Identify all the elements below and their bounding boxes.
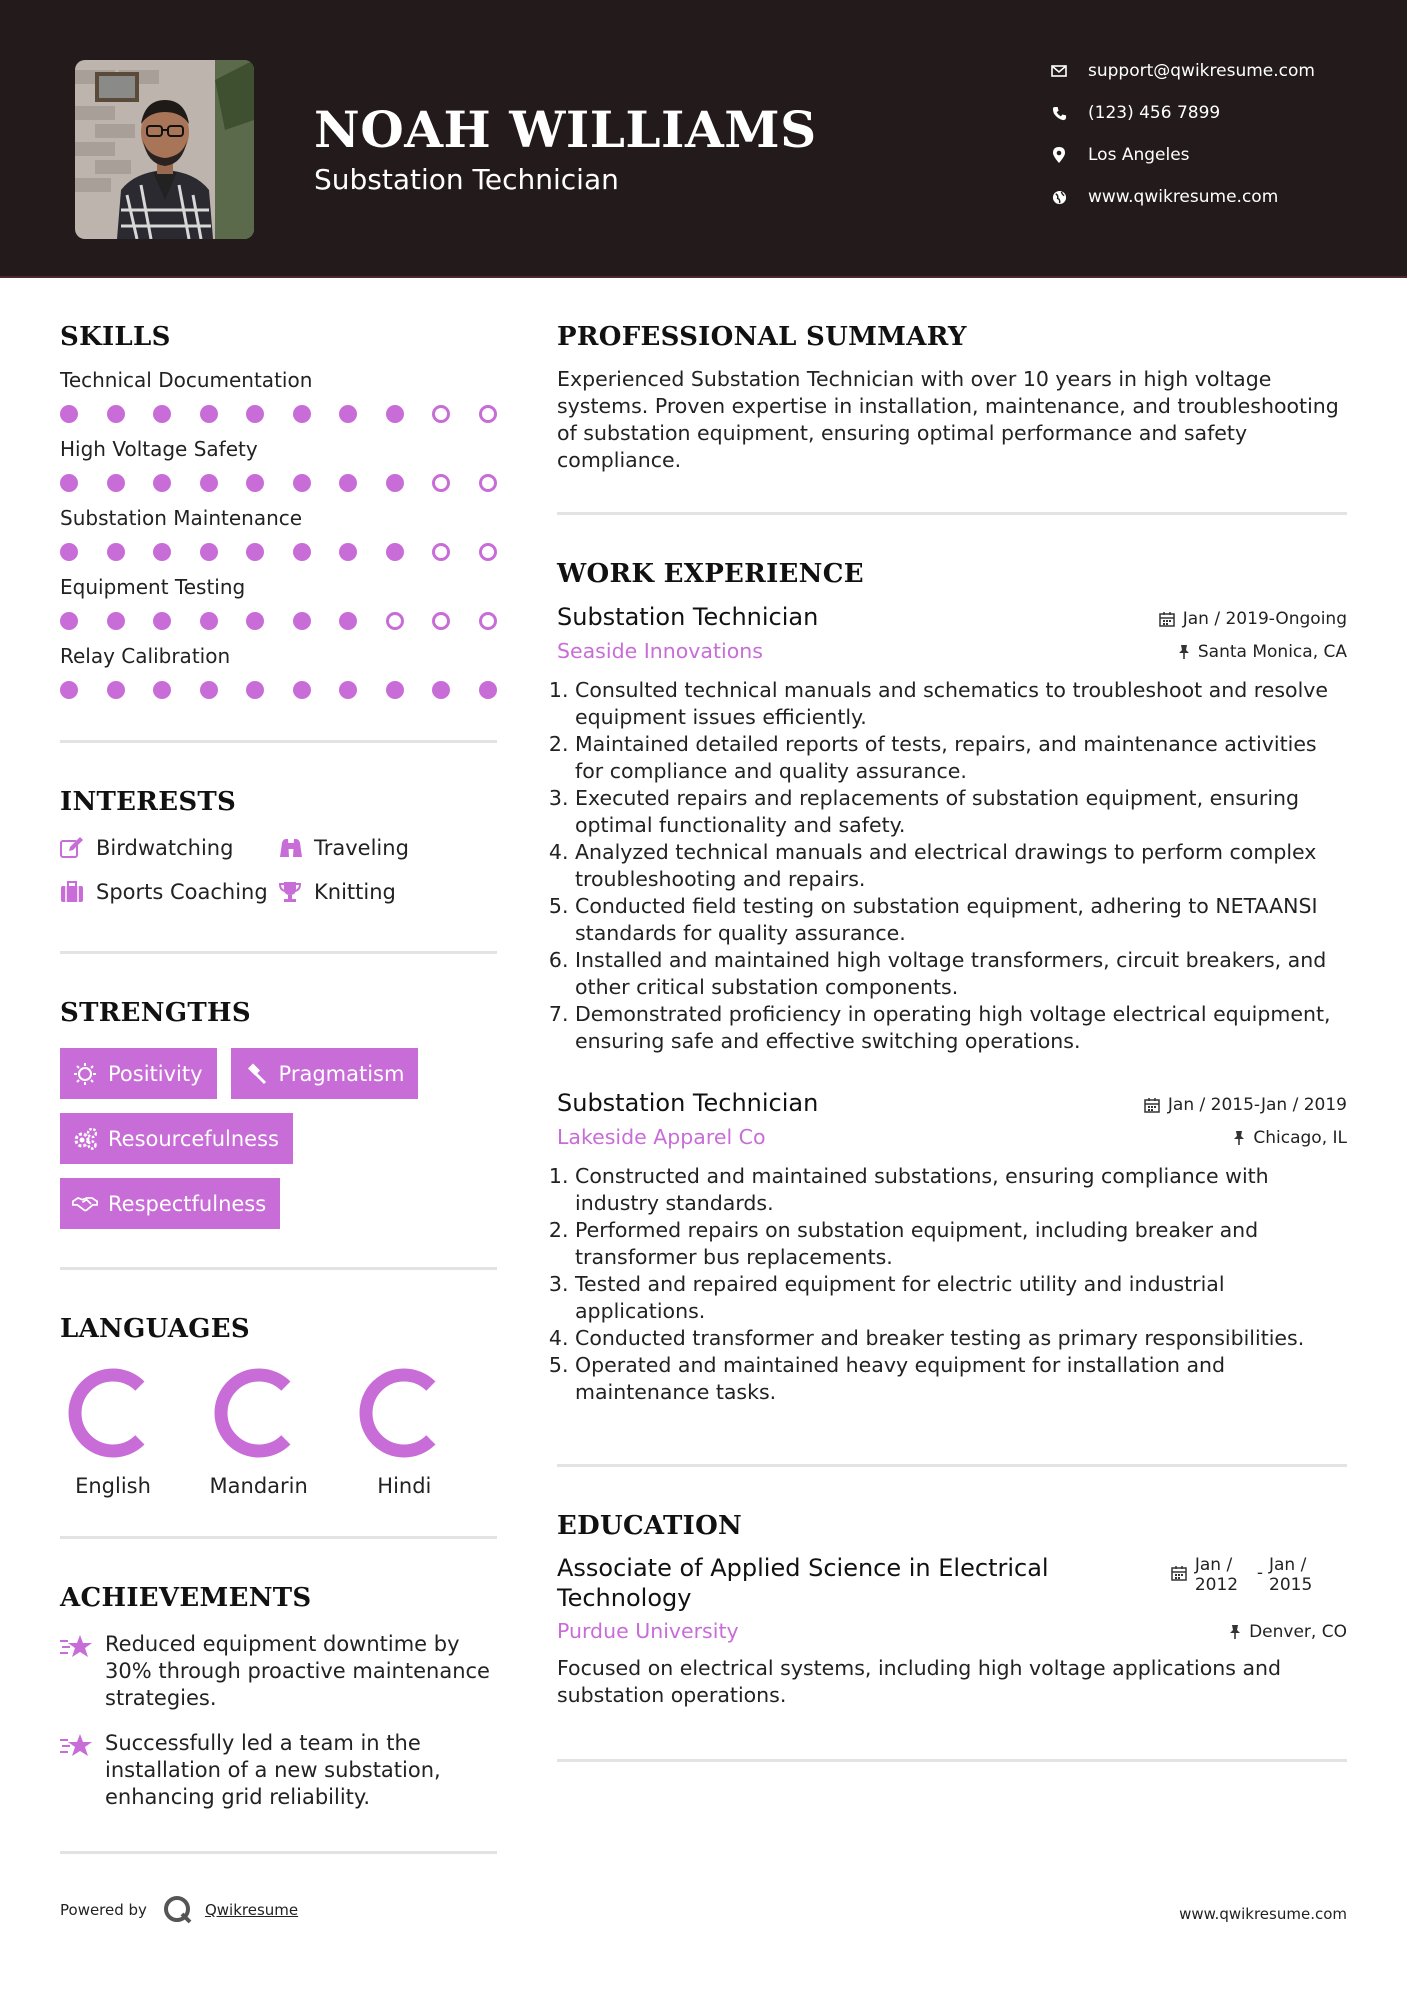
rating-dot-filled <box>200 681 218 699</box>
education-school: Purdue University <box>557 1619 739 1643</box>
calendar-icon <box>1144 1097 1160 1113</box>
pushpin-icon <box>1229 1624 1241 1640</box>
strength-chip <box>231 1048 419 1099</box>
duty-item: 5. Operated and maintained heavy equipment for installation and maintenance tasks. <box>575 1352 1347 1406</box>
job-dates-text: Jan / 2015-Jan / 2019 <box>1167 1095 1347 1115</box>
education-location-text: Denver, CO <box>1249 1622 1347 1642</box>
duty-item: 1. Constructed and maintained substations, ensuring compliance with industry standards. <box>575 1163 1347 1217</box>
trophy-icon <box>278 879 306 905</box>
education-section <box>557 1511 1347 1709</box>
rating-dot-filled <box>200 543 218 561</box>
skill-rating <box>60 543 497 561</box>
rating-dot-filled <box>293 543 311 561</box>
rating-dot-filled <box>60 474 78 492</box>
contact-website-text: www.qwikresume.com <box>1088 187 1279 207</box>
strength-label: Respectfulness <box>108 1191 267 1216</box>
summary-section <box>557 322 1347 474</box>
duty-item: 4. Analyzed technical manuals and electrical drawings to perform complex troubleshooting and repairs. <box>575 839 1347 893</box>
duty-item: 1. Consulted technical manuals and schematics to troubleshoot and resolve equipment issues efficiently. <box>575 677 1347 731</box>
rating-dot-empty <box>479 474 497 492</box>
language-name: Mandarin <box>209 1474 308 1498</box>
qwikresume-logo-icon <box>163 1895 193 1925</box>
job-entry <box>557 603 1347 1055</box>
rating-dot-filled <box>153 612 171 630</box>
skill-rating <box>60 681 497 699</box>
skill-name: Equipment Testing <box>60 575 246 599</box>
language-name: Hindi <box>377 1474 432 1498</box>
job-company: Lakeside Apparel Co <box>557 1125 766 1149</box>
calendar-icon <box>1159 611 1175 627</box>
job-location-text: Santa Monica, CA <box>1197 642 1347 662</box>
job-entry <box>557 1089 1347 1406</box>
job-title: Substation Technician <box>557 1089 819 1117</box>
binoculars-icon <box>278 835 306 861</box>
job-location-text: Chicago, IL <box>1253 1128 1347 1148</box>
education-dates <box>1171 1555 1317 1595</box>
rating-dot-filled <box>246 405 264 423</box>
experience-title: WORK EXPERIENCE <box>557 559 864 589</box>
interest-label: Sports Coaching <box>96 880 268 904</box>
job-duties <box>557 1163 1347 1406</box>
job-title: Substation Technician <box>557 603 819 631</box>
rating-dot-filled <box>246 543 264 561</box>
skill-rating <box>60 474 497 492</box>
duty-item: 2. Maintained detailed reports of tests, repairs, and maintenance activities for compliance and quality assurance. <box>575 731 1347 785</box>
skill-rating <box>60 405 497 423</box>
duty-item: 6. Installed and maintained high voltage transformers, circuit breakers, and other critical substation components. <box>575 947 1347 1001</box>
pencil-icon <box>60 835 88 861</box>
duty-item: 4. Conducted transformer and breaker testing as primary responsibilities. <box>575 1325 1347 1352</box>
languages-section <box>60 1314 497 1498</box>
language-gauge-arc <box>221 1375 286 1451</box>
rating-dot-filled <box>293 474 311 492</box>
rating-dot-filled <box>386 474 404 492</box>
interests-title: INTERESTS <box>60 787 237 817</box>
divider <box>60 951 497 954</box>
briefcase-icon <box>60 879 88 905</box>
strengths-title: STRENGTHS <box>60 998 251 1028</box>
interest-item <box>60 879 278 905</box>
education-location <box>1229 1622 1347 1642</box>
strength-label: Resourcefulness <box>108 1126 279 1151</box>
job-dates <box>1159 609 1347 629</box>
gears-icon <box>72 1126 98 1152</box>
rating-dot-filled <box>200 474 218 492</box>
skills-title: SKILLS <box>60 322 171 352</box>
rating-dot-filled <box>107 612 125 630</box>
footer-url[interactable]: www.qwikresume.com <box>1179 1905 1347 1923</box>
rating-dot-filled <box>339 612 357 630</box>
interest-item <box>278 835 478 861</box>
gavel-icon <box>243 1061 269 1087</box>
rating-dot-filled <box>246 681 264 699</box>
powered-by-label: Powered by <box>60 1901 147 1919</box>
rating-dot-empty <box>432 612 450 630</box>
pushpin-icon <box>1233 1130 1245 1146</box>
duty-item: 2. Performed repairs on substation equipment, including breaker and transformer bus replacements. <box>575 1217 1347 1271</box>
phone-icon <box>1048 102 1070 124</box>
rating-dot-empty <box>386 612 404 630</box>
candidate-role: Substation Technician <box>314 163 619 196</box>
job-location <box>1233 1128 1347 1148</box>
rating-dot-empty <box>432 405 450 423</box>
education-description: Focused on electrical systems, including high voltage applications and substation operations. <box>557 1656 1282 1707</box>
divider <box>60 1536 497 1539</box>
summary-text: Experienced Substation Technician with over 10 years in high voltage systems. Proven expertise in installation, maintenance, and troubleshooting of substation equipment, ensuring optimal performance and safety compliance. <box>557 367 1339 472</box>
skills-section <box>60 322 497 699</box>
rating-dot-filled <box>107 405 125 423</box>
interest-item <box>278 879 478 905</box>
resume-header <box>0 0 1407 278</box>
job-dates-text: Jan / 2019-Ongoing <box>1182 609 1347 629</box>
achievement-item <box>60 1730 497 1811</box>
profile-photo <box>75 60 254 239</box>
contact-email-text: support@qwikresume.com <box>1088 61 1315 81</box>
education-date-separator: - <box>1256 1563 1263 1583</box>
rating-dot-filled <box>60 681 78 699</box>
divider <box>557 1759 1347 1762</box>
strength-label: Pragmatism <box>278 1061 405 1086</box>
rating-dot-filled <box>339 681 357 699</box>
strengths-section <box>60 998 497 1229</box>
rating-dot-empty <box>479 405 497 423</box>
rating-dot-filled <box>339 474 357 492</box>
rating-dot-filled <box>60 543 78 561</box>
achievement-text: Reduced equipment downtime by 30% through proactive maintenance strategies. <box>105 1632 490 1710</box>
contact-phone[interactable] <box>1048 98 1220 128</box>
contact-email[interactable] <box>1048 56 1315 86</box>
divider <box>60 1851 497 1854</box>
interests-section <box>60 787 497 905</box>
job-company: Seaside Innovations <box>557 639 763 663</box>
rating-dot-filled <box>200 405 218 423</box>
job-dates <box>1144 1095 1347 1115</box>
languages-title: LANGUAGES <box>60 1314 250 1344</box>
rating-dot-filled <box>200 612 218 630</box>
strength-chip <box>60 1178 280 1229</box>
interest-label: Knitting <box>314 880 396 904</box>
language-item <box>351 1366 497 1498</box>
language-gauge-arc <box>366 1375 431 1451</box>
globe-icon <box>1048 186 1070 208</box>
rating-dot-filled <box>153 474 171 492</box>
duty-item: 5. Conducted field testing on substation equipment, adhering to NETAANSI standards for quality assurance. <box>575 893 1347 947</box>
language-item <box>206 1366 352 1498</box>
rating-dot-filled <box>432 681 450 699</box>
rating-dot-filled <box>386 681 404 699</box>
divider <box>557 1464 1347 1467</box>
sun-icon <box>72 1061 98 1087</box>
star-icon <box>60 1631 94 1712</box>
language-gauge <box>357 1366 451 1460</box>
rating-dot-filled <box>60 612 78 630</box>
language-name: English <box>75 1474 151 1498</box>
experience-section <box>557 559 1347 1406</box>
qwikresume-link[interactable]: Qwikresume <box>204 1901 299 1919</box>
pushpin-icon <box>1178 644 1190 660</box>
summary-title: PROFESSIONAL SUMMARY <box>557 322 967 352</box>
language-item <box>60 1366 206 1498</box>
duty-item: 7. Demonstrated proficiency in operating high voltage electrical equipment, ensuring safe and effective switching operations. <box>575 1001 1347 1055</box>
right-column <box>557 322 1347 1762</box>
rating-dot-filled <box>293 405 311 423</box>
achievements-title: ACHIEVEMENTS <box>60 1583 312 1613</box>
achievement-text: Successfully led a team in the installation of a new substation, enhancing grid reliability. <box>105 1731 441 1809</box>
rating-dot-filled <box>153 543 171 561</box>
skill-name: Technical Documentation <box>60 368 313 392</box>
rating-dot-filled <box>293 681 311 699</box>
rating-dot-filled <box>293 612 311 630</box>
rating-dot-filled <box>107 681 125 699</box>
skills-list <box>60 368 497 699</box>
duty-item: 3. Tested and repaired equipment for electric utility and industrial applications. <box>575 1271 1347 1325</box>
rating-dot-filled <box>153 405 171 423</box>
interest-item <box>60 835 278 861</box>
achievements-section <box>60 1583 497 1811</box>
interests-list <box>60 835 497 905</box>
rating-dot-filled <box>339 405 357 423</box>
skill-name: Substation Maintenance <box>60 506 303 530</box>
envelope-icon <box>1048 60 1070 82</box>
education-title: EDUCATION <box>557 1511 743 1541</box>
rating-dot-filled <box>107 474 125 492</box>
achievement-item <box>60 1631 497 1712</box>
job-location <box>1178 642 1347 662</box>
rating-dot-filled <box>386 405 404 423</box>
divider <box>557 512 1347 515</box>
strengths-list <box>60 1048 497 1229</box>
interest-label: Birdwatching <box>96 836 234 860</box>
candidate-name: NOAH WILLIAMS <box>314 100 817 159</box>
divider <box>60 740 497 743</box>
rating-dot-filled <box>107 543 125 561</box>
rating-dot-empty <box>479 543 497 561</box>
rating-dot-filled <box>153 681 171 699</box>
strength-chip <box>60 1113 293 1164</box>
footer-powered-by <box>60 1895 298 1925</box>
duty-item: 3. Executed repairs and replacements of substation equipment, ensuring optimal functionality and safety. <box>575 785 1347 839</box>
education-degree: Associate of Applied Science in Electrical Technology <box>557 1554 1049 1612</box>
rating-dot-filled <box>339 543 357 561</box>
map-pin-icon <box>1048 144 1070 166</box>
language-gauge <box>212 1366 306 1460</box>
star-icon <box>60 1730 94 1811</box>
left-column <box>60 322 497 1854</box>
rating-dot-empty <box>432 474 450 492</box>
contact-location-text: Los Angeles <box>1088 145 1190 165</box>
rating-dot-filled <box>60 405 78 423</box>
languages-list <box>60 1366 497 1498</box>
rating-dot-filled <box>479 681 497 699</box>
rating-dot-empty <box>432 543 450 561</box>
rating-dot-filled <box>386 543 404 561</box>
contact-location <box>1048 140 1190 170</box>
skill-rating <box>60 612 497 630</box>
contact-phone-text: (123) 456 7899 <box>1088 103 1221 123</box>
rating-dot-filled <box>246 474 264 492</box>
skill-name: Relay Calibration <box>60 644 231 668</box>
language-gauge-arc <box>75 1375 140 1451</box>
interest-label: Traveling <box>314 836 409 860</box>
education-start: Jan / 2012 <box>1194 1555 1239 1595</box>
handshake-icon <box>72 1191 98 1217</box>
education-end: Jan / 2015 <box>1269 1555 1313 1595</box>
job-duties <box>557 677 1347 1055</box>
divider <box>60 1267 497 1270</box>
rating-dot-filled <box>246 612 264 630</box>
contact-website[interactable] <box>1048 182 1278 212</box>
language-gauge <box>66 1366 160 1460</box>
strength-chip <box>60 1048 217 1099</box>
calendar-icon <box>1171 1565 1187 1581</box>
skill-name: High Voltage Safety <box>60 437 258 461</box>
strength-label: Positivity <box>108 1061 203 1086</box>
rating-dot-empty <box>479 612 497 630</box>
